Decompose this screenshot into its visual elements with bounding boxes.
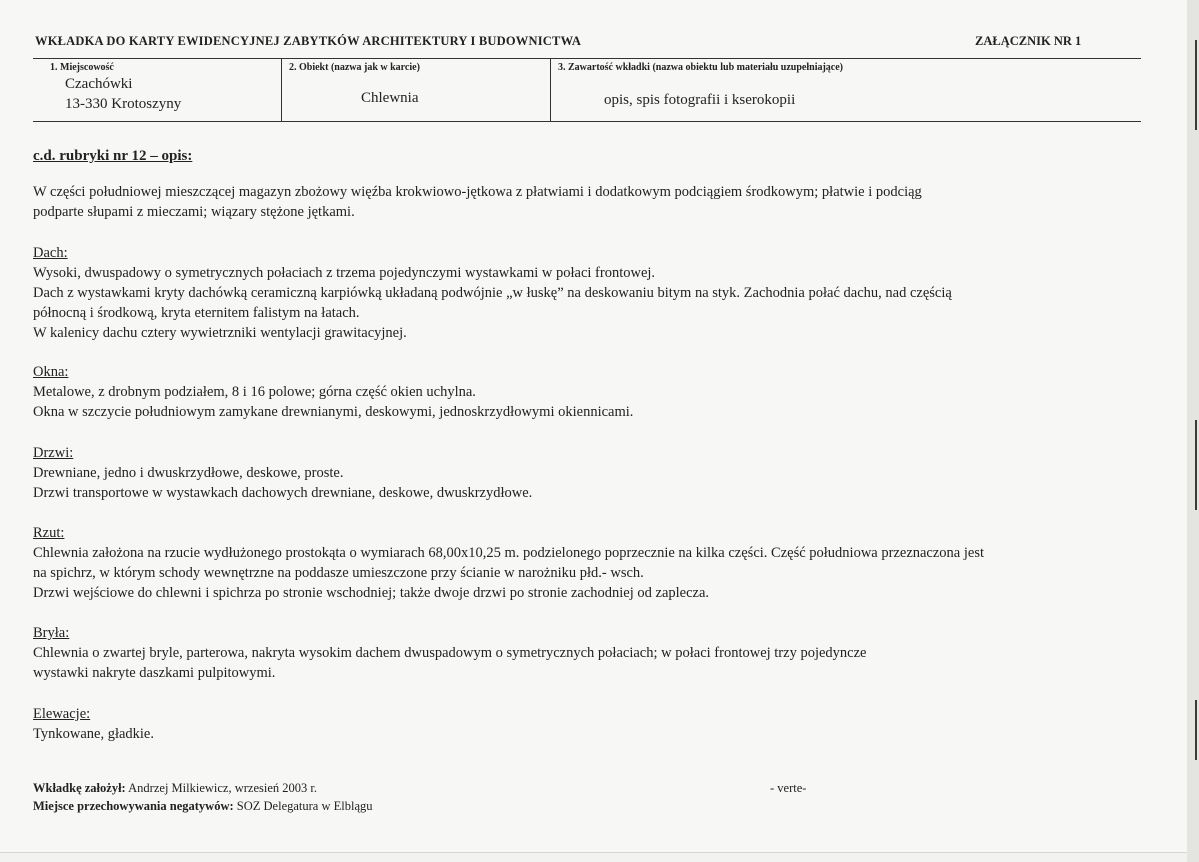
storage-value: SOZ Delegatura w Elblągu: [233, 799, 373, 813]
dach-section: [33, 243, 952, 343]
text-line: Drzwi wejściowe do chlewni i spichrza po stronie wschodniej; także dwoje drzwi po stronie zachodniej od zaplecza.: [33, 585, 710, 601]
text-line: Metalowe, z drobnym podziałem, 8 i 16 polowe; górna część okien uchylna.: [33, 384, 476, 400]
text-line: Drewniane, jedno i dwuskrzydłowe, deskowe, proste.: [33, 465, 344, 481]
author-label: Wkładkę założył:: [33, 781, 126, 795]
text-line: podparte słupami z mieczami; wiązary stężone jętkami.: [33, 204, 355, 220]
author-line: [33, 781, 317, 796]
table-bottom-rule: [33, 121, 1141, 122]
table-divider: [550, 59, 551, 122]
text-line: Okna w szczycie południowym zamykane drewnianymi, deskowymi, jednoskrzydłowymi okiennicami.: [33, 404, 634, 420]
text-line: Chlewnia o zwartej bryle, parterowa, nakryta wysokim dachem dwuspadowym o symetrycznych połaciach; w połaci frontowej trzy pojedyncze: [33, 645, 867, 661]
text-line: Tynkowane, gładkie.: [33, 726, 154, 742]
object-value: Chlewnia: [361, 90, 419, 106]
storage-label: Miejsce przechowywania negatywów:: [33, 799, 234, 813]
text-line: W kalenicy dachu cztery wywietrzniki wentylacji grawitacyjnej.: [33, 325, 407, 341]
verte-note: - verte-: [770, 781, 807, 795]
text-line: Drzwi transportowe w wystawkach dachowych drewniane, deskowe, dwuskrzydłowe.: [33, 485, 533, 501]
object-label: 2. Obiekt (nazwa jak w karcie): [289, 62, 420, 73]
text-line: Wysoki, dwuspadowy o symetrycznych połaciach z trzema pojedynczymi wystawkami w połaci frontowej.: [33, 265, 656, 281]
intro-paragraph: [33, 182, 922, 222]
annex-number: ZAŁĄCZNIK NR 1: [975, 34, 1082, 48]
drzwi-heading: Drzwi:: [33, 445, 74, 461]
text-line: Dach z wystawkami kryty dachówką ceramiczną karpiówką układaną podwójnie „w łuskę” na deskowaniu bitym na styk. Zachodnia połać dachu, nad częścią: [33, 285, 952, 301]
rzut-heading: Rzut:: [33, 525, 65, 541]
text-line: Chlewnia założona na rzucie wydłużonego prostokąta o wymiarach 68,00x10,25 m. podzielonego poprzecznie na kilka części. Część południowa przeznaczona jest: [33, 545, 985, 561]
bryla-heading: Bryła:: [33, 625, 70, 641]
elewacje-heading: Elewacje:: [33, 706, 91, 722]
text-line: wystawki nakryte daszkami pulpitowymi.: [33, 665, 276, 681]
section-title: c.d. rubryki nr 12 – opis:: [33, 148, 193, 164]
postal-address: 13-330 Krotoszyny: [65, 96, 182, 112]
storage-line: [33, 799, 373, 814]
text-line: W części południowej mieszczącej magazyn zbożowy więźba krokwiowo-jętkowa z płatwiami i dodatkowym podciągiem środkowym; płatwie i podciąg: [33, 184, 922, 200]
okna-heading: Okna:: [33, 364, 69, 380]
table-top-rule: [33, 58, 1141, 59]
contents-label: 3. Zawartość wkładki (nazwa obiektu lub materiału uzupełniające): [558, 62, 844, 73]
locality-label: 1. Miejscowość: [50, 62, 114, 73]
rzut-section: [33, 523, 984, 603]
locality-value: Czachówki: [65, 76, 133, 92]
author-value: Andrzej Milkiewicz, wrzesień 2003 r.: [125, 781, 317, 795]
document-title: WKŁADKA DO KARTY EWIDENCYJNEJ ZABYTKÓW ARCHITEKTURY I BUDOWNICTWA: [35, 34, 582, 48]
table-divider: [281, 59, 282, 122]
dach-heading: Dach:: [33, 245, 68, 261]
elewacje-section: [33, 704, 154, 744]
text-line: północną i środkową, kryta eternitem falistym na łatach.: [33, 305, 360, 321]
scan-edge-mark: [1195, 700, 1197, 760]
drzwi-section: [33, 443, 532, 503]
scan-edge-mark: [1195, 40, 1197, 130]
text-line: na spichrz, w którym schody wewnętrzne na poddasze umieszczone przy ścianie w narożniku płd.- wsch.: [33, 565, 644, 581]
scan-edge-mark: [1195, 420, 1197, 510]
scan-edge: [1187, 0, 1199, 862]
bryla-section: [33, 623, 866, 683]
contents-value: opis, spis fotografii i kserokopii: [604, 92, 796, 108]
okna-section: [33, 362, 633, 422]
